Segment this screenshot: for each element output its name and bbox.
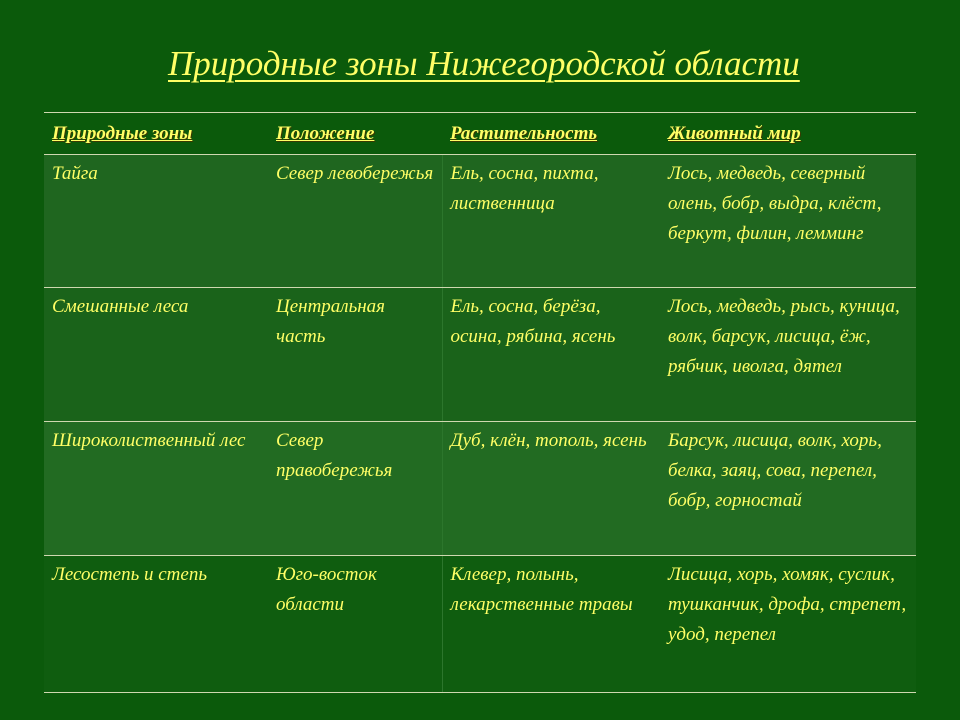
cell-zone: Тайга (44, 155, 268, 288)
cell-vegetation: Дуб, клён, тополь, ясень (442, 422, 660, 556)
cell-fauna: Барсук, лисица, волк, хорь, белка, заяц, сова, перепел, бобр, горностай (660, 422, 916, 556)
cell-fauna: Лось, медведь, рысь, куница, волк, барсук, лисица, ёж, рябчик, иволга, дятел (660, 288, 916, 422)
slide-title: Природные зоны Нижегородской области (168, 44, 800, 83)
cell-zone: Лесостепь и степь (44, 556, 268, 693)
cell-location: Север правобережья (268, 422, 442, 556)
table-row (44, 288, 916, 422)
header-natural-zones: Природные зоны (44, 113, 268, 155)
cell-location: Центральная часть (268, 288, 442, 422)
table-row (44, 556, 916, 693)
cell-vegetation: Клевер, полынь, лекарственные травы (442, 556, 660, 693)
cell-fauna: Лось, медведь, северный олень, бобр, выдра, клёст, беркут, филин, лемминг (660, 155, 916, 288)
natural-zones-table (44, 112, 916, 693)
cell-location: Юго-восток области (268, 556, 442, 693)
header-location: Положение (268, 113, 442, 155)
cell-fauna: Лисица, хорь, хомяк, суслик, тушканчик, дрофа, стрепет, удод, перепел (660, 556, 916, 693)
cell-vegetation: Ель, сосна, берёза, осина, рябина, ясень (442, 288, 660, 422)
table-header-row (44, 113, 916, 155)
table-row (44, 422, 916, 556)
header-vegetation: Растительность (442, 113, 660, 155)
header-fauna: Животный мир (660, 113, 916, 155)
cell-location: Север левобережья (268, 155, 442, 288)
table-row (44, 155, 916, 288)
cell-zone: Смешанные леса (44, 288, 268, 422)
cell-vegetation: Ель, сосна, пихта, лиственница (442, 155, 660, 288)
cell-zone: Широколиственный лес (44, 422, 268, 556)
